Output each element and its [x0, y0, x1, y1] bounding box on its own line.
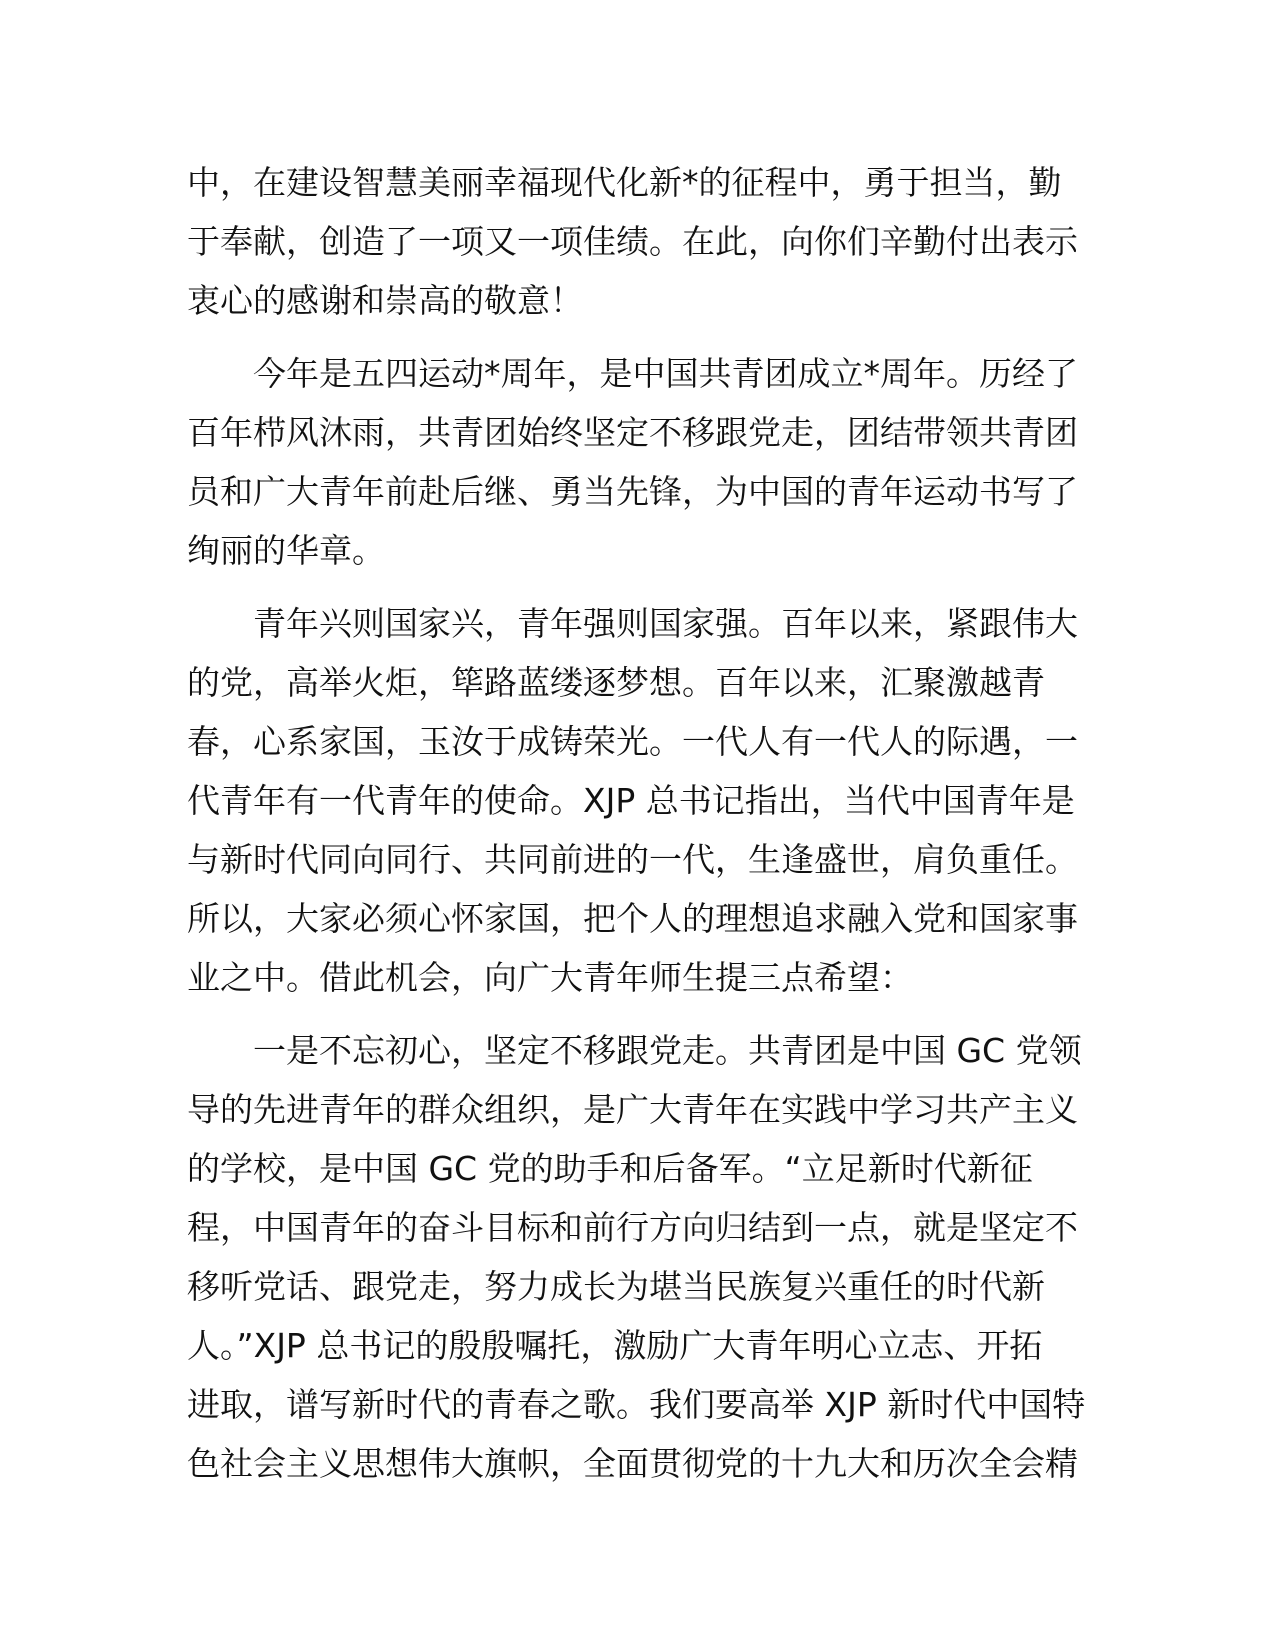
text-line: 所以，大家必须心怀家国，把个人的理想追求融入党和国家事: [187, 899, 1078, 938]
text-line: 衷心的感谢和崇高的敬意！: [187, 281, 583, 320]
text-line: 绚丽的华章。: [187, 531, 385, 570]
paragraph: [187, 344, 1090, 580]
text-line: 今年是五四运动*周年，是中国共青团成立*周年。历经了: [253, 354, 1078, 393]
text-line: 进取，谱写新时代的青春之歌。我们要高举 XJP 新时代中国特: [187, 1385, 1086, 1424]
text-line: 与新时代同向同行、共同前进的一代，生逢盛世，肩负重任。: [187, 840, 1078, 879]
paragraph: [187, 1021, 1090, 1493]
text-line: 的学校，是中国 GC 党的助手和后备军。“立足新时代新征: [187, 1149, 1033, 1188]
text-line: 色社会主义思想伟大旗帜，全面贯彻党的十九大和历次全会精: [187, 1444, 1078, 1483]
text-line: 青年兴则国家兴，青年强则国家强。百年以来，紧跟伟大: [253, 604, 1078, 643]
text-line: 业之中。借此机会，向广大青年师生提三点希望：: [187, 958, 913, 997]
text-line: 的党，高举火炬，筚路蓝缕逐梦想。百年以来，汇聚激越青: [187, 663, 1045, 702]
paragraph: [187, 153, 1090, 330]
text-line: 程，中国青年的奋斗目标和前行方向归结到一点，就是坚定不: [187, 1208, 1078, 1247]
text-line: 一是不忘初心，坚定不移跟党走。共青团是中国 GC 党领: [253, 1031, 1082, 1070]
text-line: 于奉献，创造了一项又一项佳绩。在此，向你们辛勤付出表示: [187, 222, 1078, 261]
text-line: 中，在建设智慧美丽幸福现代化新*的征程中，勇于担当，勤: [187, 163, 1062, 202]
paragraph: [187, 594, 1090, 1007]
document-body: [187, 153, 1090, 1507]
text-line: 导的先进青年的群众组织，是广大青年在实践中学习共产主义: [187, 1090, 1078, 1129]
text-line: 人。”XJP 总书记的殷殷嘱托，激励广大青年明心立志、开拓: [187, 1326, 1043, 1365]
text-line: 百年栉风沐雨，共青团始终坚定不移跟党走，团结带领共青团: [187, 413, 1078, 452]
text-line: 移听党话、跟党走，努力成长为堪当民族复兴重任的时代新: [187, 1267, 1045, 1306]
text-line: 员和广大青年前赴后继、勇当先锋，为中国的青年运动书写了: [187, 472, 1078, 511]
text-line: 代青年有一代青年的使命。XJP 总书记指出，当代中国青年是: [187, 781, 1075, 820]
text-line: 春，心系家国，玉汝于成铸荣光。一代人有一代人的际遇，一: [187, 722, 1078, 761]
